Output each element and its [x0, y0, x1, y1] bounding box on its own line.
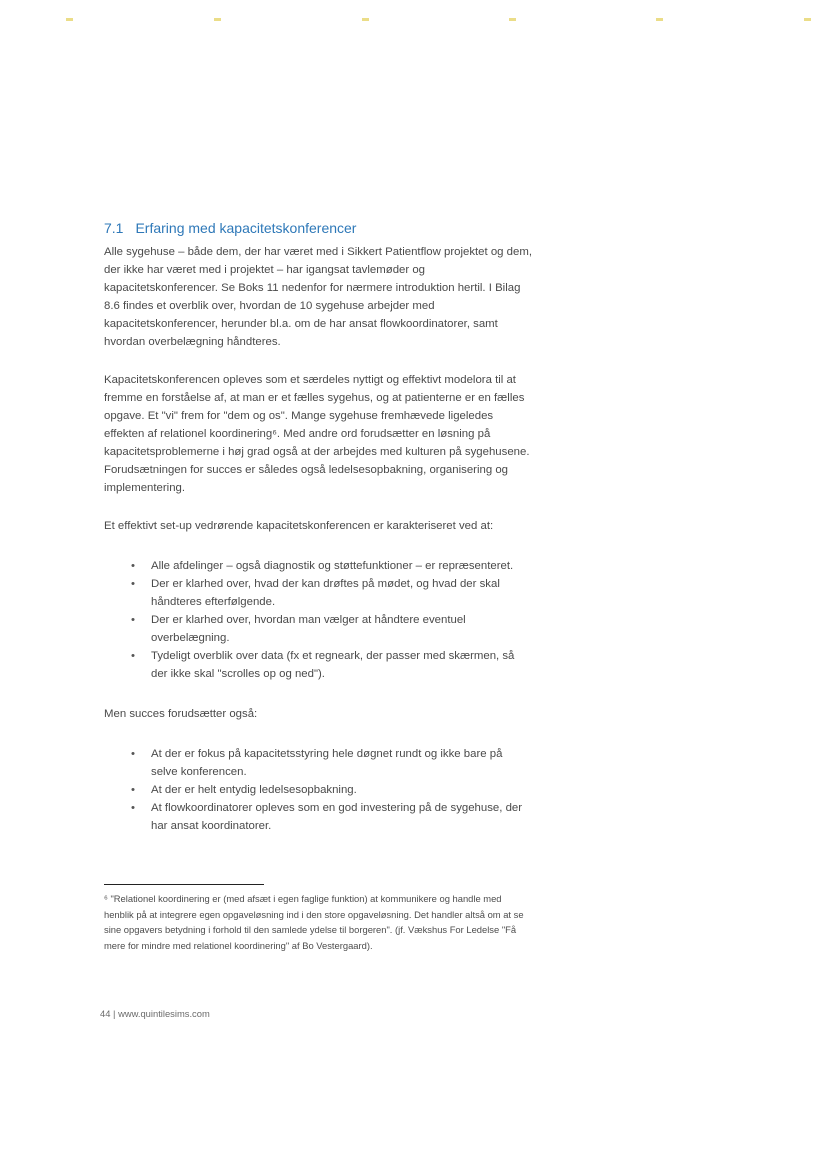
list-item: • Der er klarhed over, hvad der kan drøftes på mødet, og hvad der skal håndteres efterfølgende.: [104, 575, 531, 611]
section-heading: [104, 220, 534, 236]
list-item: • Tydeligt overblik over data (fx et regneark, der passer med skærmen, så der ikke skal "scrolles op og ned").: [104, 647, 531, 683]
paragraph-intro: Alle sygehuse – både dem, der har været med i Sikkert Patientflow projektet og dem, der ikke har været med i projektet – har igangsat tavlemøder og kapacitetskonferencer. Se Boks 11 nedenfor for nærmere introduktion hertil. I Bilag 8.6 findes et overblik over, hvordan de 10 sygehuse arbejder med kapacitetskonferencer, herunder bl.a. om de har ansat flowkoordinatorer, samt hvordan overbelægning håndteres.: [104, 246, 532, 348]
list-item: • At der er fokus på kapacitetsstyring hele døgnet rundt og ikke bare på selve konferencen.: [104, 745, 531, 781]
success-list: [104, 745, 534, 835]
list-item: • At flowkoordinatorer opleves som en god investering på de sygehuse, der har ansat koordinatorer.: [104, 799, 531, 835]
footnote: ⁶ "Relationel koordinering er (med afsæt i egen faglige funktion) at kommunikere og handle med henblik på at integrere egen opgaveløsning ind i den store opgaveløsning. Det handler altså om at se sine opgavers betydning i forhold til den samlede ydelse til borgeren". (jf. Vækshus For Ledelse "Få mere for mindre med relationel koordinering" af Bo Vestergaard).: [104, 893, 524, 951]
section-title: Erfaring med kapacitetskonferencer: [135, 220, 357, 236]
list-item: • Der er klarhed over, hvordan man vælger at håndtere eventuel overbelægning.: [104, 611, 531, 647]
section-number: 7.1: [104, 220, 124, 236]
footnote-divider: [104, 884, 264, 885]
list-item: • Alle afdelinger – også diagnostik og støttefunktioner – er repræsenteret.: [104, 557, 531, 575]
list-item: • At der er helt entydig ledelsesopbakning.: [104, 781, 531, 799]
main-content: [104, 220, 534, 835]
page-footer: 44 | www.quintilesims.com: [100, 1008, 210, 1019]
scan-artifacts: [0, 18, 828, 28]
paragraph-setup-intro: Et effektivt set-up vedrørende kapacitetskonferencen er karakteriseret ved at:: [104, 520, 494, 532]
paragraph-capacity-conference: Kapacitetskonferencen opleves som et særdeles nyttigt og effektivt modelora til at fremme en forståelse af, at man er et fælles sygehus, og at patienterne er en fælles opgave. Et "vi" frem for "dem og os". Mange sygehuse fremhævede ligeledes effekten af relationel koordinering⁶. Med andre ord forudsætter en løsning på kapacitetsproblemerne i høj grad også at der arbejdes med kulturen på sygehusene. Forudsætningen for succes er således også ledelsesopbakning, organisering og implementering.: [104, 374, 530, 494]
paragraph-success-intro: Men succes forudsætter også:: [104, 708, 258, 720]
setup-list: [104, 557, 534, 683]
